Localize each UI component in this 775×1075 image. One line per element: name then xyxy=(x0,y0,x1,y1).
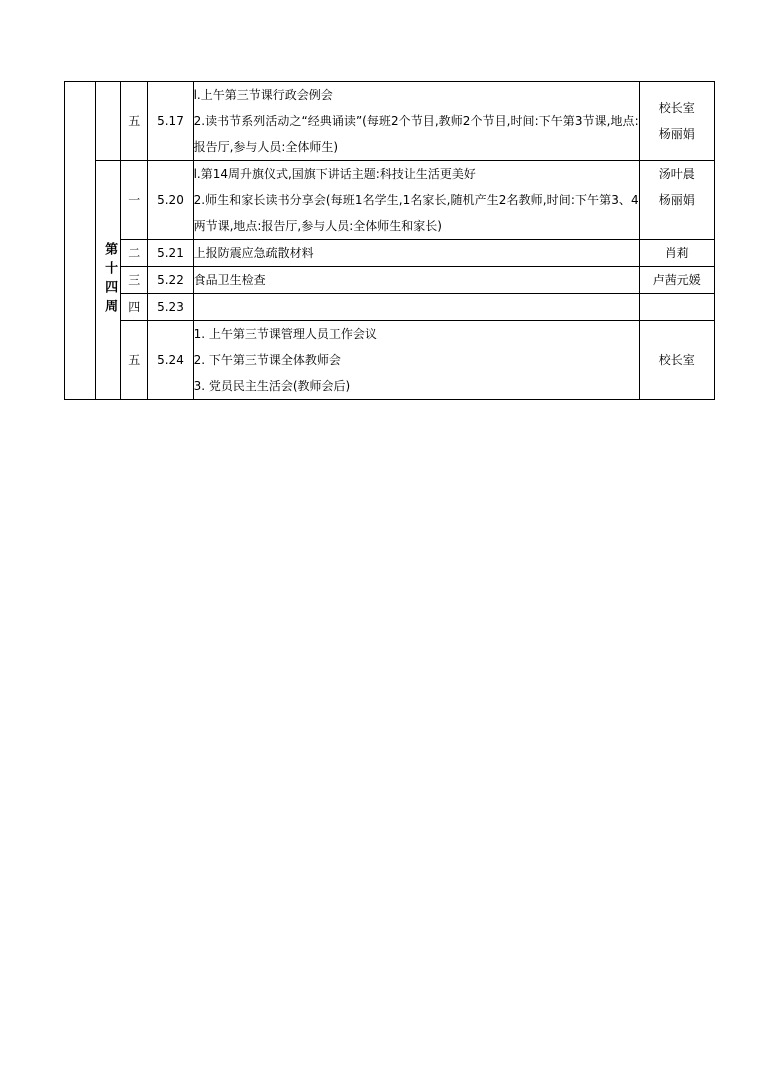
responsible-name: 汤叶晨 xyxy=(658,167,695,181)
items-cell xyxy=(193,82,639,161)
responsible-cell xyxy=(639,240,714,267)
responsible-cell xyxy=(639,294,714,321)
item-text: 2.师生和家长读书分享会(每班1名学生,1名家长,随机产生2名教师,时间:下午第3、4两节课,地点:报告厅,参与人员:全体师生和家长) xyxy=(193,193,639,233)
day-cell: 四 xyxy=(121,294,148,321)
responsible-name: 杨丽娟 xyxy=(658,127,695,141)
day-cell: 三 xyxy=(121,267,148,294)
items-cell xyxy=(193,267,639,294)
date-cell: 5.23 xyxy=(148,294,193,321)
day-cell: 二 xyxy=(121,240,148,267)
prev-week-cell xyxy=(96,82,121,161)
item-text: 1. 上午第三节课管理人员工作会议 xyxy=(193,327,377,341)
day-cell: 一 xyxy=(121,161,148,240)
responsible-name: 肖莉 xyxy=(664,246,689,260)
table-row xyxy=(65,240,715,267)
blank-left-cell xyxy=(65,82,96,400)
responsible-cell xyxy=(639,82,714,161)
responsible-cell xyxy=(639,321,714,400)
date-cell: 5.20 xyxy=(148,161,193,240)
date-cell: 5.24 xyxy=(148,321,193,400)
responsible-name: 杨丽娟 xyxy=(658,193,695,207)
schedule-table xyxy=(64,81,715,400)
day-cell: 五 xyxy=(121,82,148,161)
table-row xyxy=(65,161,715,240)
responsible-cell xyxy=(639,161,714,240)
table-row xyxy=(65,267,715,294)
item-text: 上报防震应急疏散材料 xyxy=(193,246,314,260)
item-text: 2. 下午第三节课全体教师会 xyxy=(193,353,341,367)
responsible-name: 校长室 xyxy=(658,101,695,115)
item-text: 食品卫生检查 xyxy=(193,273,266,287)
items-cell xyxy=(193,161,639,240)
item-text: l.第14周升旗仪式,国旗下讲话主题:科技让生活更美好 xyxy=(193,167,476,181)
date-cell: 5.17 xyxy=(148,82,193,161)
items-cell xyxy=(193,321,639,400)
responsible-name: 校长室 xyxy=(658,353,695,367)
table-row xyxy=(65,321,715,400)
date-cell: 5.22 xyxy=(148,267,193,294)
responsible-name: 卢茜元媛 xyxy=(652,273,701,287)
table-row xyxy=(65,294,715,321)
item-text: l.上午第三节课行政会例会 xyxy=(193,88,333,102)
week-label: 第十四周 xyxy=(102,242,118,318)
items-cell xyxy=(193,240,639,267)
date-cell: 5.21 xyxy=(148,240,193,267)
responsible-cell xyxy=(639,267,714,294)
table-row xyxy=(65,82,715,161)
day-cell: 五 xyxy=(121,321,148,400)
item-text: 2.读书节系列活动之“经典诵读”(每班2个节目,教师2个节目,时间:下午第3节课,地点:报告厅,参与人员:全体师生) xyxy=(193,114,639,154)
items-cell xyxy=(193,294,639,321)
item-text: 3. 党员民主生活会(教师会后) xyxy=(193,379,351,393)
week-label-cell xyxy=(96,161,121,400)
